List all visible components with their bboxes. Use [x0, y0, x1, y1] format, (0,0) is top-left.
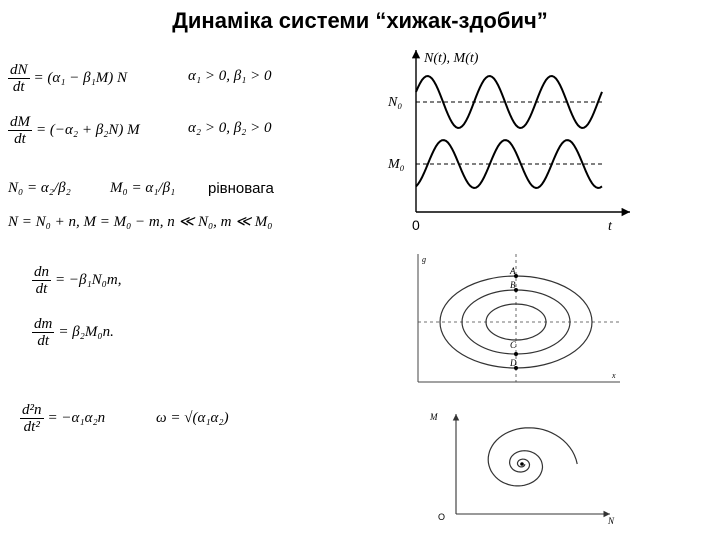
point-d-label: D	[510, 358, 517, 368]
phase-ellipse-plot	[412, 250, 622, 390]
m0-label: M₀	[388, 157, 405, 172]
condition-alpha1-beta1: α₁ > 0, β₁ > 0	[188, 68, 272, 84]
condition-alpha2-beta2: α₂ > 0, β₂ > 0	[188, 120, 272, 136]
equilibrium-m0: M₀ = α₁/β₁	[110, 180, 176, 196]
equation-dn-dt: $\frac{dN}{dt}$ = (α₁ − β₁M) N	[10, 62, 128, 95]
spiral-trajectory	[488, 428, 577, 486]
point-a-label: A	[510, 266, 516, 276]
y-axis-label: g	[422, 255, 426, 264]
point-c-label: C	[510, 340, 517, 350]
slide-title: Динаміка системи “хижак-здобич”	[172, 8, 548, 33]
x-axis-label: t	[608, 219, 612, 234]
spiral-phase-plot	[430, 408, 620, 526]
n0-label: N₀	[388, 95, 403, 110]
x-axis-label: N	[608, 516, 615, 526]
perturbation-equation: N = N₀ + n, M = M₀ − m, n ≪ N₀, m ≪ M₀	[8, 214, 273, 230]
linear-equation-dn: $\frac{dn}{dt}$ = −β₁N₀m,	[34, 264, 122, 297]
y-axis-label: M	[430, 412, 438, 422]
equilibrium-n0: N₀ = α₂/β₂	[8, 180, 71, 196]
x-axis-label: x	[612, 371, 616, 380]
y-axis-label: N(t), M(t)	[424, 51, 479, 66]
oscillator-equation: $\frac{\text{d²n}}{\text{dt²}}$ = −α₁α₂n	[22, 402, 106, 435]
omega-equation: ω = √(α₁α₂)	[156, 410, 229, 426]
equation-dm-dt: $\frac{dM}{dt}$ = (−α₂ + β₂N) M	[10, 114, 140, 147]
linear-equation-dm: $\frac{dm}{dt}$ = β₂M₀n.	[34, 316, 114, 349]
point-b-label: B	[510, 280, 516, 290]
population-time-plot	[380, 42, 640, 232]
origin-label: O	[438, 512, 446, 522]
origin-label: 0	[412, 217, 420, 233]
equilibrium-label: рівновага	[208, 180, 274, 197]
